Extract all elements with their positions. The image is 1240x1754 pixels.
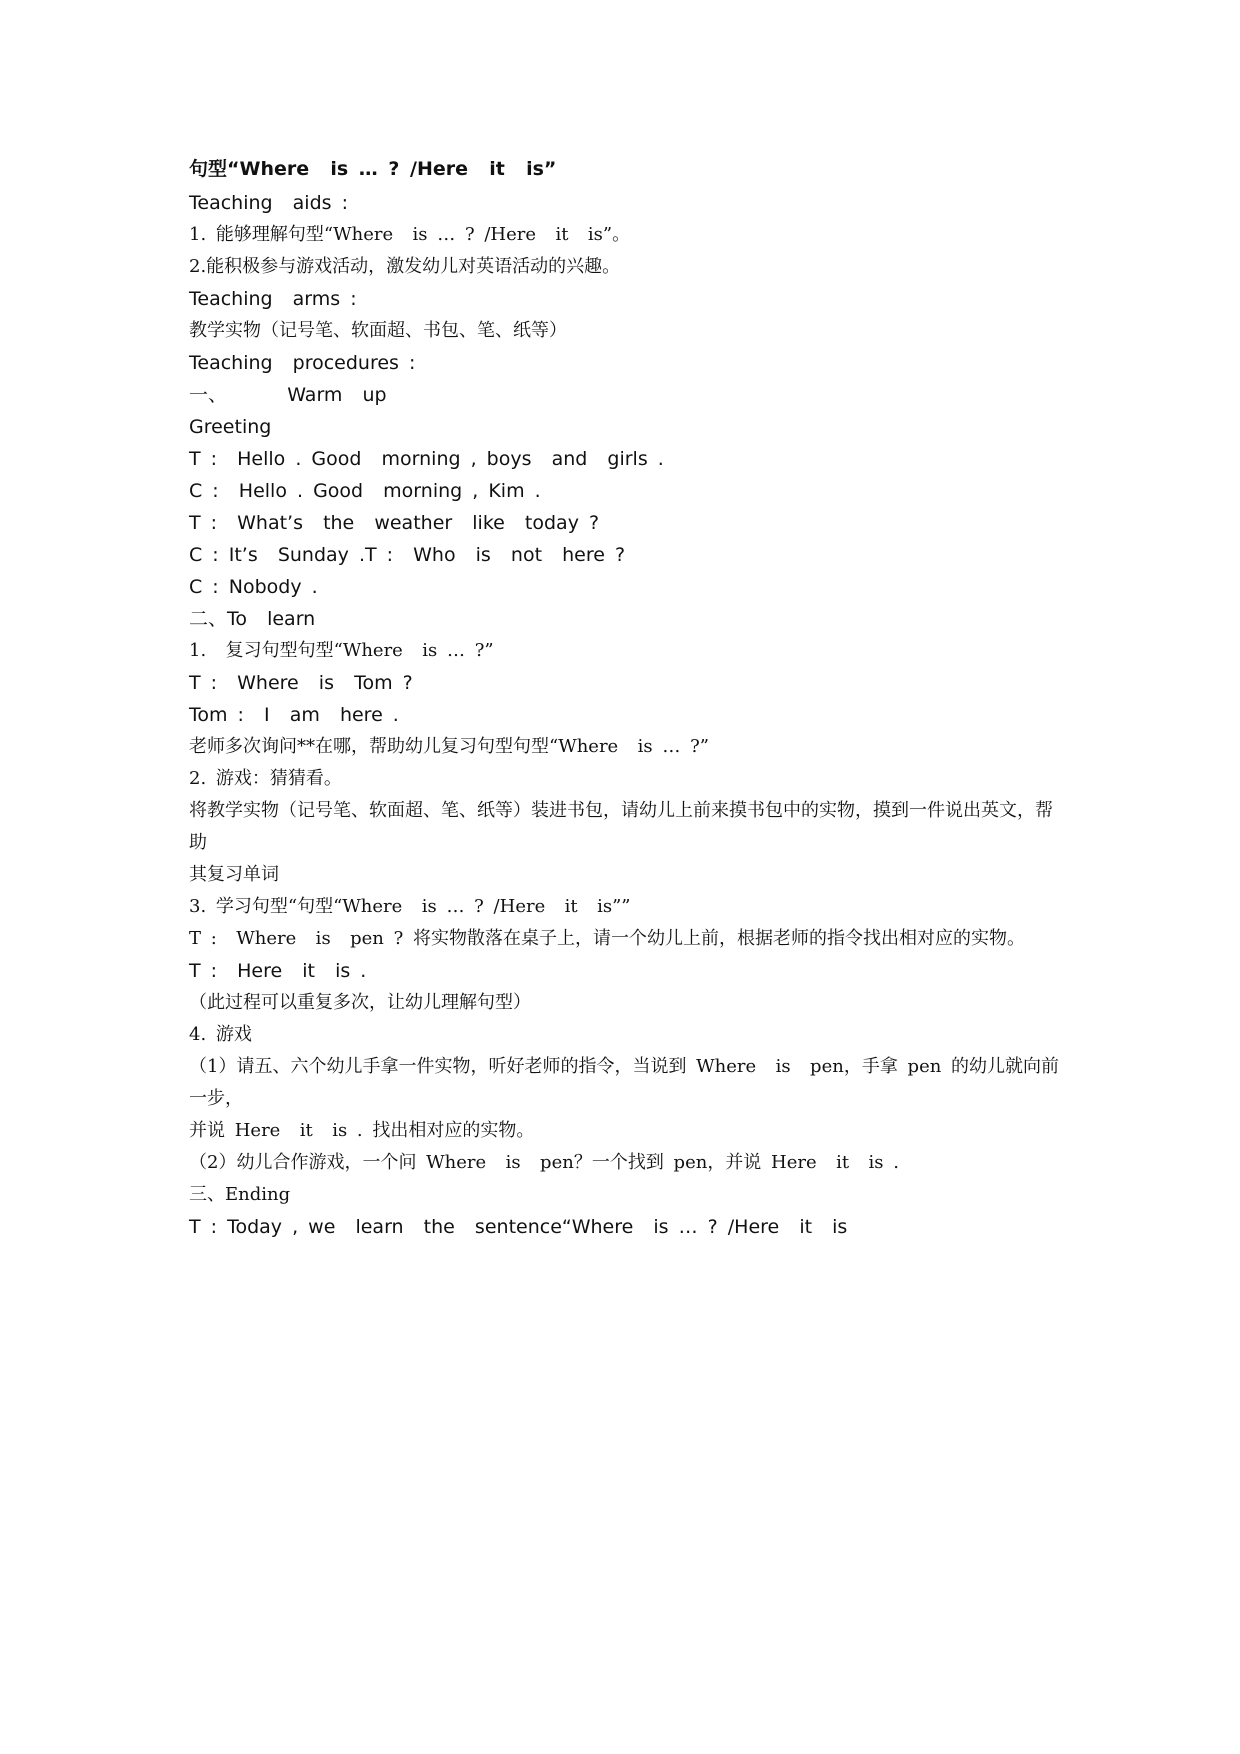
step-4-heading: 4. 游戏 [189, 1024, 252, 1045]
instruction-text: 老师多次询问**在哪，帮助幼儿复习句型句型“Where is … ?” [189, 736, 709, 757]
dialogue-line: T : Here it is . [189, 960, 367, 982]
section-to-learn: 二、To learn [189, 608, 316, 630]
game-instruction: （2）幼儿合作游戏，一个问 Where is pen？一个找到 pen，并说 Here it is . [189, 1152, 899, 1173]
section-ending: 三、Ending [189, 1184, 291, 1205]
document-title: 句型“Where is … ? /Here it is” [189, 158, 557, 180]
note-text: （此过程可以重复多次，让幼儿理解句型） [189, 992, 531, 1013]
instruction-text: 将教学实物（记号笔、软面超、笔、纸等）装进书包，请幼儿上前来摸书包中的实物，摸到一件说出英文，帮助 [189, 800, 1053, 853]
dialogue-line: C : Hello . Good morning , Kim . [189, 480, 541, 502]
step-3-heading: 3. 学习句型“句型“Where is … ? /Here it is”” [189, 896, 631, 917]
objective-1: 1. 能够理解句型“Where is … ? /Here it is”。 [189, 224, 631, 245]
dialogue-line: T : Hello . Good morning , boys and girls . [189, 448, 664, 470]
dialogue-line: C : It’s Sunday .T : Who is not here ? [189, 544, 626, 566]
heading-teaching-arms: Teaching arms : [189, 288, 357, 310]
step-1-heading: 1. 复习句型句型“Where is … ?” [189, 640, 494, 661]
closing-line: T : Today , we learn the sentence“Where is … ? /Here it is [189, 1216, 848, 1238]
heading-teaching-procedures: Teaching procedures : [189, 352, 416, 374]
step-2-heading: 2. 游戏：猜猜看。 [189, 768, 342, 789]
instruction-text: 其复习单词 [189, 864, 279, 885]
dialogue-line: Tom : I am here . [189, 704, 399, 726]
heading-teaching-aids: Teaching aids : [189, 192, 348, 214]
document-body [189, 153, 1069, 1243]
dialogue-line: C : Nobody . [189, 576, 318, 598]
dialogue-line: T : Where is pen ? 将实物散落在桌子上，请一个幼儿上前，根据老师的指令找出相对应的实物。 [189, 928, 1025, 949]
game-instruction: 并说 Here it is . 找出相对应的实物。 [189, 1120, 535, 1141]
section-warm-up: 一、 Warm up [189, 384, 387, 406]
greeting-label: Greeting [189, 416, 272, 438]
dialogue-line: T : Where is Tom ? [189, 672, 413, 694]
dialogue-line: T : What’s the weather like today ? [189, 512, 600, 534]
game-instruction: （1）请五、六个幼儿手拿一件实物，听好老师的指令，当说到 Where is pen，手拿 pen 的幼儿就向前一步， [189, 1056, 1060, 1109]
objective-2: 2.能积极参与游戏活动，激发幼儿对英语活动的兴趣。 [189, 256, 621, 277]
materials-text: 教学实物（记号笔、软面超、书包、笔、纸等） [189, 320, 567, 341]
